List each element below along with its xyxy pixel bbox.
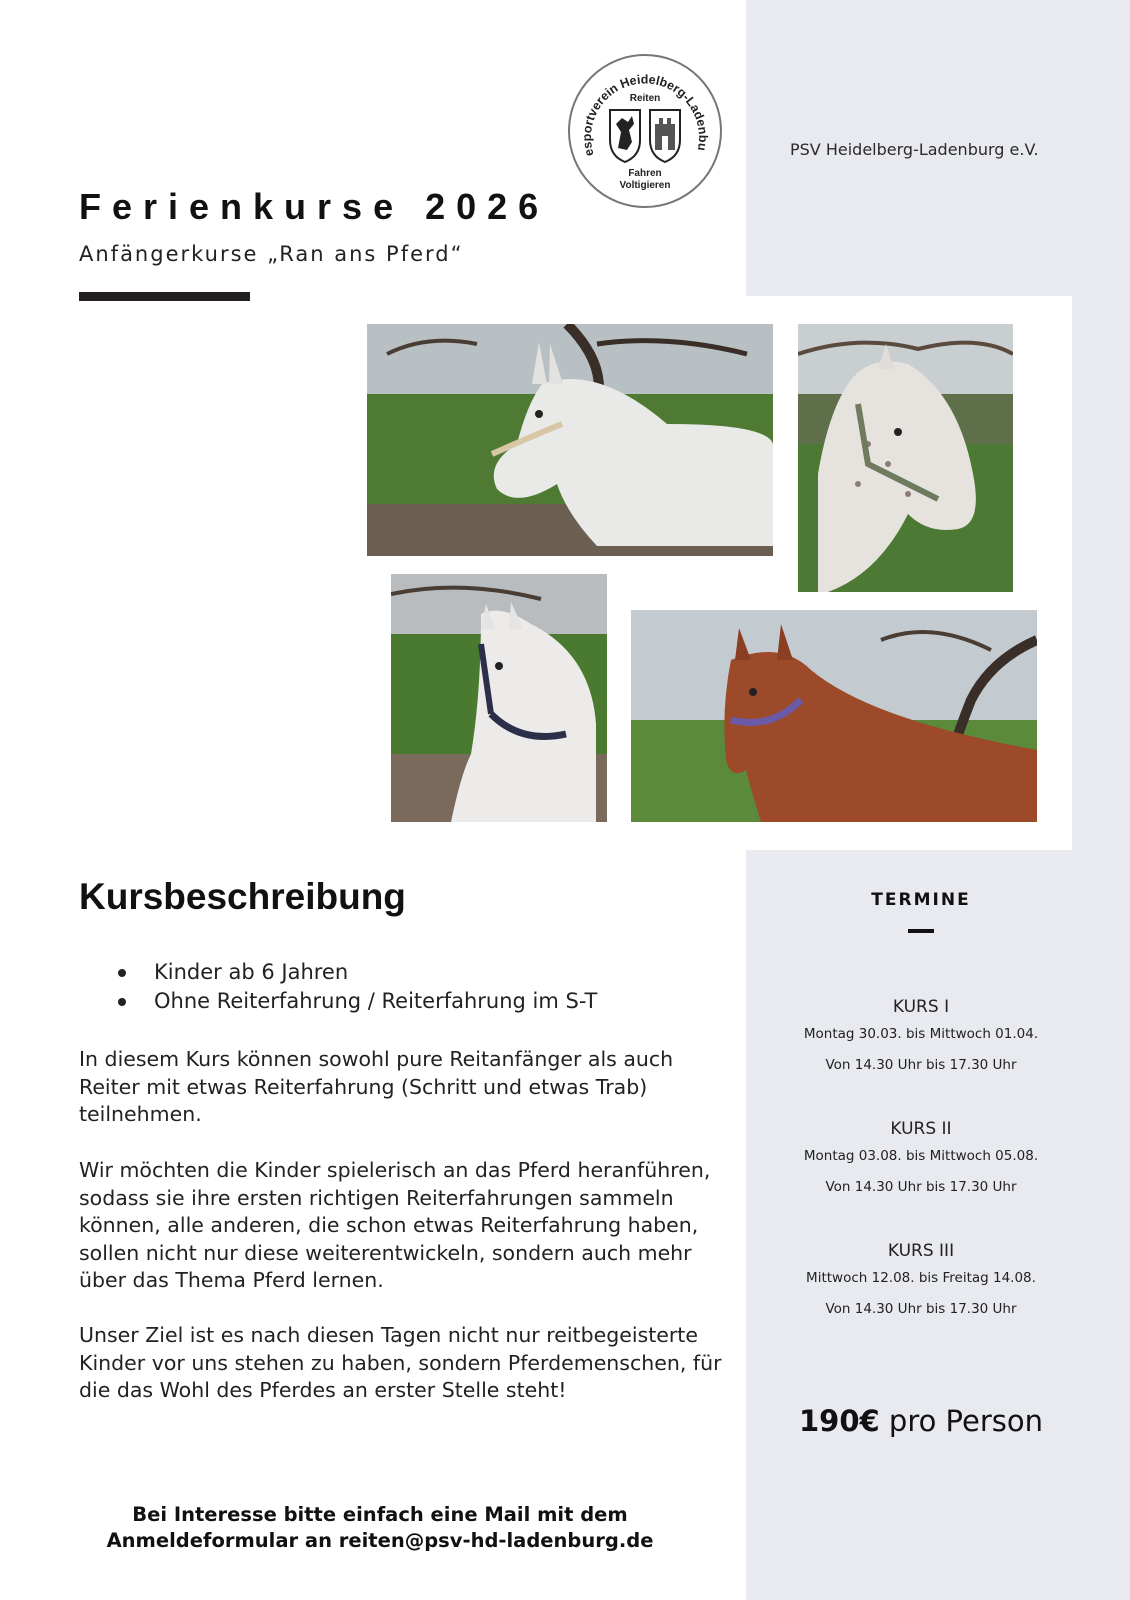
termine-heading: TERMINE	[871, 890, 971, 910]
horse-photo-white-1	[367, 324, 773, 556]
club-logo	[566, 52, 724, 210]
logo-bottom-label-1: Fahren	[628, 168, 662, 179]
course-title: KURS II	[890, 1119, 952, 1139]
description-paragraph-3: Unser Ziel ist es nach diesen Tagen nicht nur reitbegeisterte Kinder vor uns stehen zu haben, sondern Pferdemenschen, für die das Wohl des Pferdes an erster Stelle steht!	[79, 1323, 722, 1402]
termine-divider	[908, 929, 934, 933]
requirements-list	[118, 958, 597, 1016]
course-block-1	[756, 995, 1086, 1081]
bullet-icon	[118, 969, 126, 977]
course-dates: Montag 03.08. bis Mittwoch 05.08.	[803, 1148, 1039, 1164]
bullet-icon	[118, 998, 126, 1006]
description-paragraph-2: Wir möchten die Kinder spielerisch an das Pferd heranführen, sodass sie ihre ersten richtigen Reiterfahrungen sammeln können, alle anderen, die schon etwas Reiterfahrung haben, sollen nicht nur diese weiterentwickeln, sondern auch mehr über das Thema Pferd lernen.	[79, 1158, 711, 1292]
price-amount: 190€	[798, 1404, 880, 1438]
description-paragraph-1: In diesem Kurs können sowohl pure Reitanfänger als auch Reiter mit etwas Reiterfahrung (Schritt und etwas Trab) teilnehmen.	[79, 1047, 674, 1126]
course-time: Von 14.30 Uhr bis 17.30 Uhr	[825, 1301, 1017, 1317]
horse-photo-white-2	[391, 574, 607, 822]
logo-ring-text: esportverein Heidelberg-Ladenbu	[579, 72, 711, 158]
course-time: Von 14.30 Uhr bis 17.30 Uhr	[825, 1179, 1017, 1195]
list-item	[118, 987, 597, 1016]
page-title: Ferienkurse 2026	[79, 186, 550, 227]
list-item-text: Ohne Reiterfahrung / Reiterfahrung im S-T	[154, 989, 598, 1013]
course-time: Von 14.30 Uhr bis 17.30 Uhr	[825, 1057, 1017, 1073]
course-title: KURS I	[892, 997, 950, 1017]
list-item	[118, 958, 597, 987]
horse-photo-chestnut	[631, 610, 1037, 822]
course-block-3	[756, 1239, 1086, 1325]
horse-photo-spotted	[798, 324, 1013, 592]
logo-bottom-label-2: Voltigieren	[619, 180, 671, 191]
contact-callout	[80, 1502, 680, 1554]
course-dates: Mittwoch 12.08. bis Freitag 14.08.	[806, 1270, 1036, 1286]
page-subtitle: Anfängerkurse „Ran ans Pferd“	[79, 242, 464, 266]
course-block-2	[756, 1117, 1086, 1203]
course-title: KURS III	[887, 1241, 955, 1261]
organization-name: PSV Heidelberg-Ladenburg e.V.	[790, 140, 1039, 159]
logo-top-label: Reiten	[629, 93, 661, 104]
course-dates: Montag 30.03. bis Mittwoch 01.04.	[803, 1026, 1039, 1042]
section-heading-kursbeschreibung: Kursbeschreibung	[79, 876, 406, 917]
contact-line-2: Anmeldeformular an reiten@psv-hd-ladenburg.de	[106, 1529, 654, 1552]
list-item-text: Kinder ab 6 Jahren	[154, 960, 349, 984]
contact-line-1: Bei Interesse bitte einfach eine Mail mit dem	[132, 1503, 628, 1526]
price-tag	[746, 1404, 1096, 1438]
price-unit: pro Person	[888, 1404, 1044, 1438]
title-divider	[79, 292, 250, 301]
